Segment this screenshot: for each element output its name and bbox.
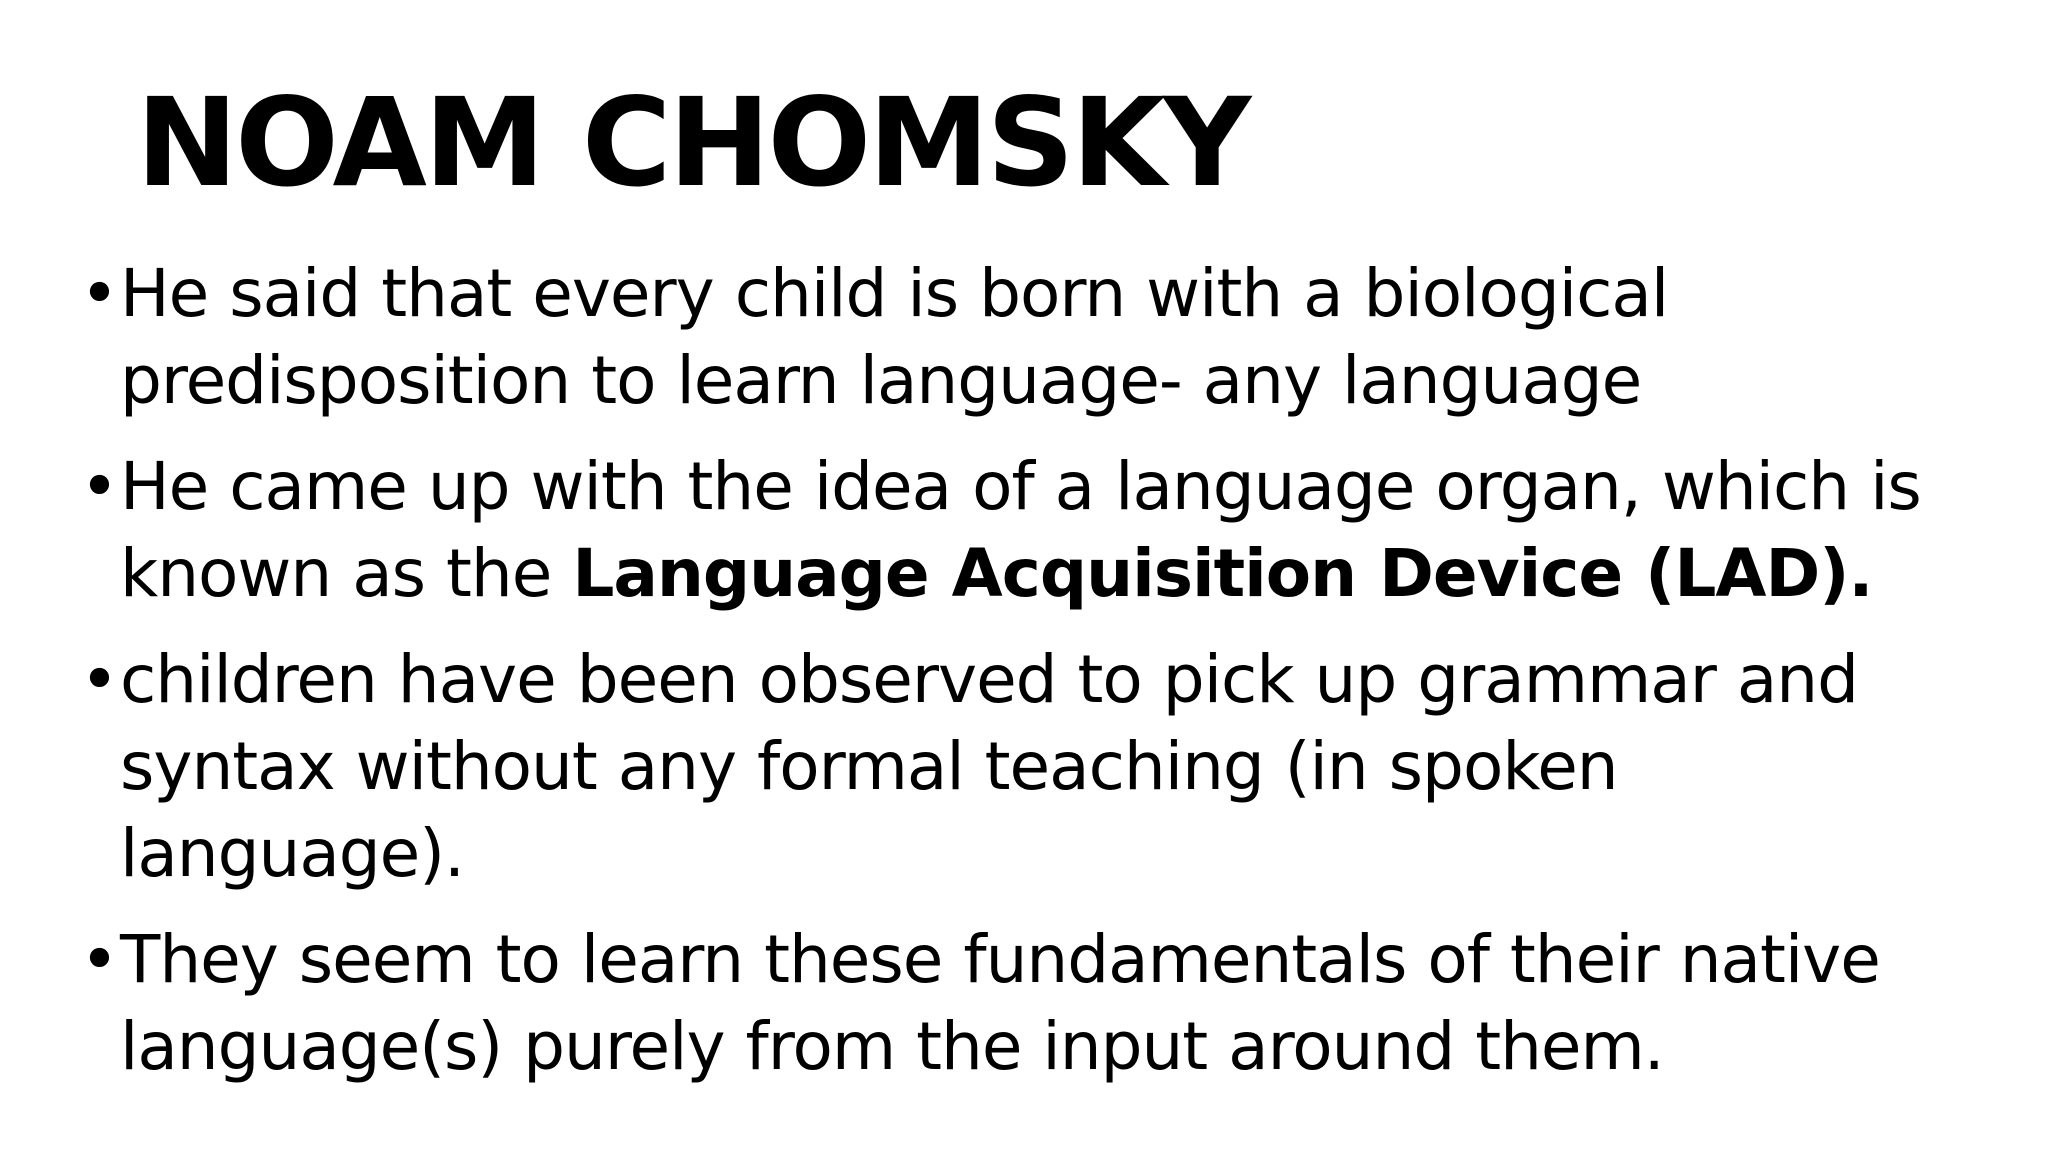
- bullet-item-3: [80, 636, 1980, 897]
- bullet-2-line-2-prefix: known as the: [120, 535, 573, 612]
- bullet-dot-icon: •: [80, 255, 118, 332]
- bullet-dot-icon: •: [80, 641, 118, 718]
- bullet-dot-icon: •: [80, 448, 118, 525]
- bullet-list: [80, 250, 1980, 1109]
- bullet-2-line-1: He came up with the idea of a language organ, which is: [120, 448, 1921, 525]
- bullet-item-1: [80, 250, 1980, 424]
- bullet-3-line-1: children have been observed to pick up grammar and: [120, 641, 1859, 718]
- bullet-1-line-1: He said that every child is born with a biological: [120, 255, 1669, 332]
- lad-term: Language Acquisition Device (LAD).: [572, 535, 1873, 612]
- bullet-3-line-2: syntax without any formal teaching (in spoken: [120, 728, 1618, 805]
- bullet-dot-icon: •: [80, 921, 118, 998]
- bullet-1-line-2: predisposition to learn language- any language: [120, 342, 1642, 419]
- bullet-2-line-2: [120, 530, 1980, 617]
- bullet-3-line-3: language).: [120, 815, 465, 892]
- bullet-item-4: [80, 916, 1980, 1090]
- slide-title: NOAM CHOMSKY: [136, 72, 1249, 214]
- bullet-4-line-1: They seem to learn these fundamentals of their native: [120, 921, 1880, 998]
- bullet-4-line-2: language(s) purely from the input around them.: [120, 1008, 1664, 1085]
- bullet-item-2: [80, 443, 1980, 617]
